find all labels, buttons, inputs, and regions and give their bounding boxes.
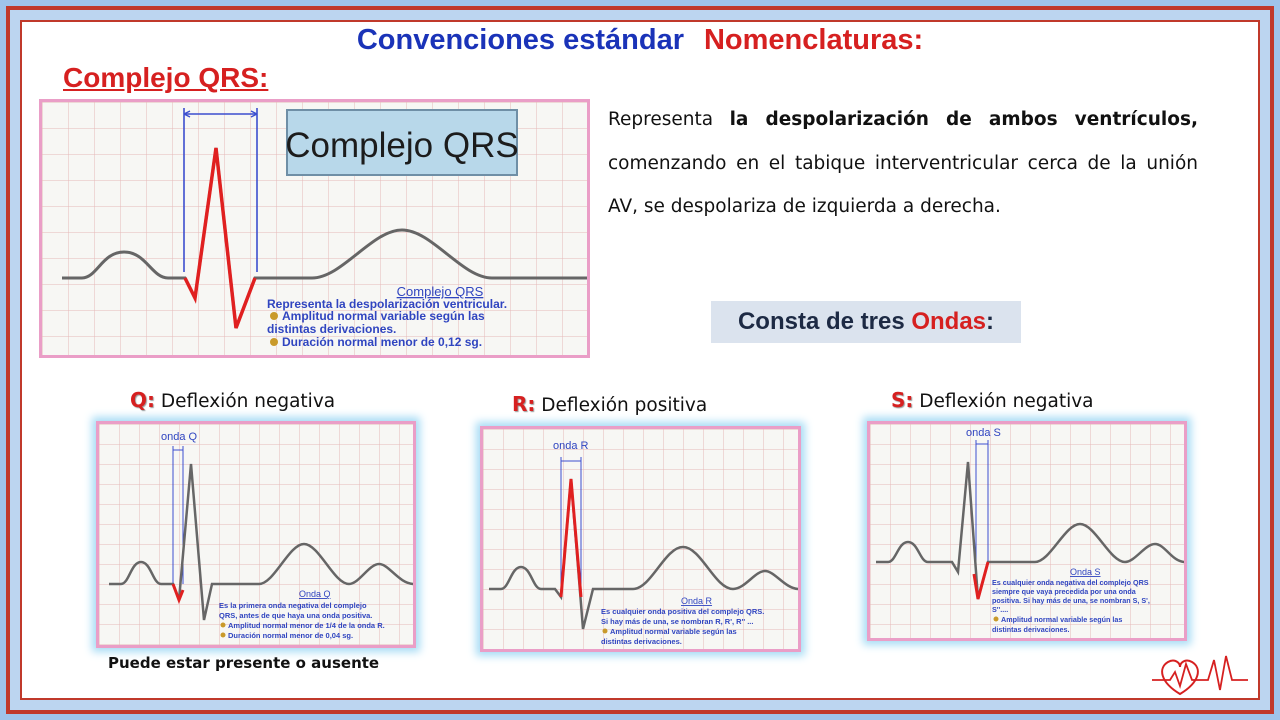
wave-s-label <box>891 388 1094 412</box>
q-note: Puede estar presente o ausente <box>108 654 380 672</box>
q-legend-line-2: QRS, antes de que haya una onda positiva. <box>219 611 373 620</box>
consta-prefix: Consta de tres <box>737 308 912 335</box>
main-ecg-image <box>39 99 590 358</box>
wave-s-text: Deflexión negativa <box>919 391 1094 412</box>
q-ecg-svg <box>99 424 416 648</box>
s-ecg-svg <box>870 424 1187 641</box>
consta-box <box>711 301 1021 343</box>
s-wave-image <box>867 421 1187 641</box>
wave-r-text: Deflexión positiva <box>541 395 708 416</box>
consta-suffix: : <box>986 308 995 335</box>
r-img-label: onda R <box>553 440 589 452</box>
wave-q-text: Deflexión negativa <box>160 391 336 412</box>
heart-ecg-logo <box>1150 650 1250 700</box>
wave-r-label <box>512 392 707 416</box>
r-legend-line-2: Si hay más de una, se nombran R, R', R'' ... <box>601 617 754 626</box>
qrs-badge-label: Complejo QRS <box>285 126 519 165</box>
r-legend-line-3: Amplitud normal variable según las <box>610 627 737 636</box>
legend-line-1: Representa la despolarización ventricular. <box>267 297 508 311</box>
s-img-label: onda S <box>966 427 1001 439</box>
legend-bullet-icon <box>270 312 278 320</box>
r-legend-title: Onda R <box>681 596 713 606</box>
r-legend-line-1: Es cualquier onda positiva del complejo QRS. <box>601 607 765 616</box>
s-legend-line-4: S''.... <box>992 605 1009 614</box>
page-title <box>0 24 1280 57</box>
legend-title: Complejo QRS <box>396 284 484 299</box>
wave-r-letter: R: <box>512 392 536 416</box>
q-legend-line-3: Amplitud normal menor de 1/4 de la onda R. <box>228 621 385 630</box>
s-legend-title: Onda S <box>1070 567 1101 577</box>
s-legend-line-3: positiva. Si hay más de una, se nombran S, S', <box>992 596 1150 605</box>
section-subtitle: Complejo QRS: <box>63 62 269 93</box>
description-part-2: comenzando en el tabique interventricular cerca de la unión AV, se despolariza de izquierda a derecha. <box>608 152 1198 217</box>
q-img-label: onda Q <box>161 431 198 443</box>
s-legend-line-6: distintas derivaciones. <box>992 625 1070 634</box>
main-ecg-svg <box>42 102 590 358</box>
r-wave-image <box>480 426 801 652</box>
title-red: Nomenclaturas: <box>703 24 924 56</box>
s-legend-line-1: Es cualquier onda negativa del complejo QRS <box>992 578 1149 587</box>
legend-line-3: distintas derivaciones. <box>267 322 397 336</box>
description-bold: la despolarización de ambos ventrículos, <box>729 109 1198 130</box>
s-legend-line-5: Amplitud normal variable según las <box>1001 615 1123 624</box>
wave-q-letter: Q: <box>130 388 155 412</box>
consta-highlight: Ondas <box>911 308 987 335</box>
legend-line-2: Amplitud normal variable según las <box>282 309 485 323</box>
wave-s-letter: S: <box>891 388 914 412</box>
description <box>608 98 1198 229</box>
q-wave-image <box>96 421 416 648</box>
legend-bullet-icon <box>270 338 278 346</box>
title-blue: Convenciones estándar <box>356 24 684 56</box>
r-ecg-svg <box>483 429 801 652</box>
q-legend-line-4: Duración normal menor de 0,04 sg. <box>228 631 354 640</box>
r-legend-line-4: distintas derivaciones. <box>601 637 682 646</box>
q-legend-line-1: Es la primera onda negativa del complejo <box>219 601 367 610</box>
wave-q-label <box>130 388 335 412</box>
q-legend-title: Onda Q <box>299 589 331 599</box>
s-legend-line-2: siempre que vaya precedida por una onda <box>992 587 1136 596</box>
description-part-1: Representa <box>608 109 730 130</box>
legend-line-4: Duración normal menor de 0,12 sg. <box>282 335 483 349</box>
